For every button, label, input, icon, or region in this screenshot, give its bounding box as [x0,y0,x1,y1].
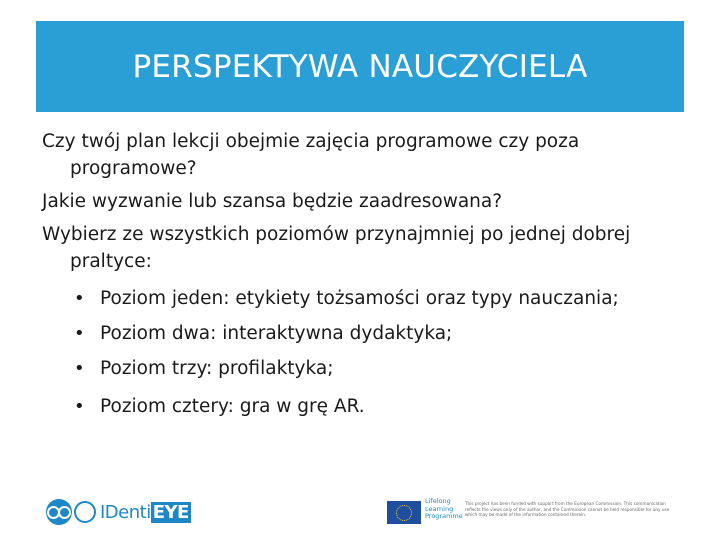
level-one-text: Poziom jeden: etykiety tożsamości oraz typy nauczania; [100,288,619,309]
title-bar [36,21,684,112]
footer [0,488,720,534]
level-four-text: Poziom cztery: gra w grę AR. [100,396,365,417]
list-item [74,351,682,386]
levels-list [42,281,682,424]
bullet-icon: • [74,358,85,379]
list-item [74,389,682,424]
funding-disclaimer: This project has been funded with support from the European Commission. This communication reflects the views only of the author, and the Commission cannot be held responsible for any use which may be made of the information contained therein. [465,501,670,517]
paragraph-challenge: Jakie wyzwanie lub szansa będzie zaadresowana? [42,191,503,212]
slide-content [42,128,682,424]
identieye-logo [46,498,191,526]
bullet-icon: • [74,396,85,417]
list-item [74,281,682,316]
level-two-text: Poziom dwa: interaktywna dydaktyka; [100,323,453,344]
eu-flag-icon [387,501,421,524]
bullet-icon: • [74,288,85,309]
ring-logo-icon [74,501,96,523]
logo-text: IDenti EYE [100,501,189,523]
list-item [74,316,682,351]
level-three-text: Poziom trzy: profilaktyka; [100,358,334,379]
eye-logo-icon [46,499,72,525]
paragraph-choose-levels: Wybierz ze wszystkich poziomów przynajmniej po jednej dobrej praltyce: [42,224,631,272]
slide-title: PERSPEKTYWA NAUCZYCIELA [132,48,588,85]
llp-logo-text: Lifelong Learning Programme [425,497,463,520]
bullet-icon: • [74,323,85,344]
paragraph-lesson-plan: Czy twój plan lekcji obejmie zajęcia programowe czy poza programowe? [42,131,580,179]
